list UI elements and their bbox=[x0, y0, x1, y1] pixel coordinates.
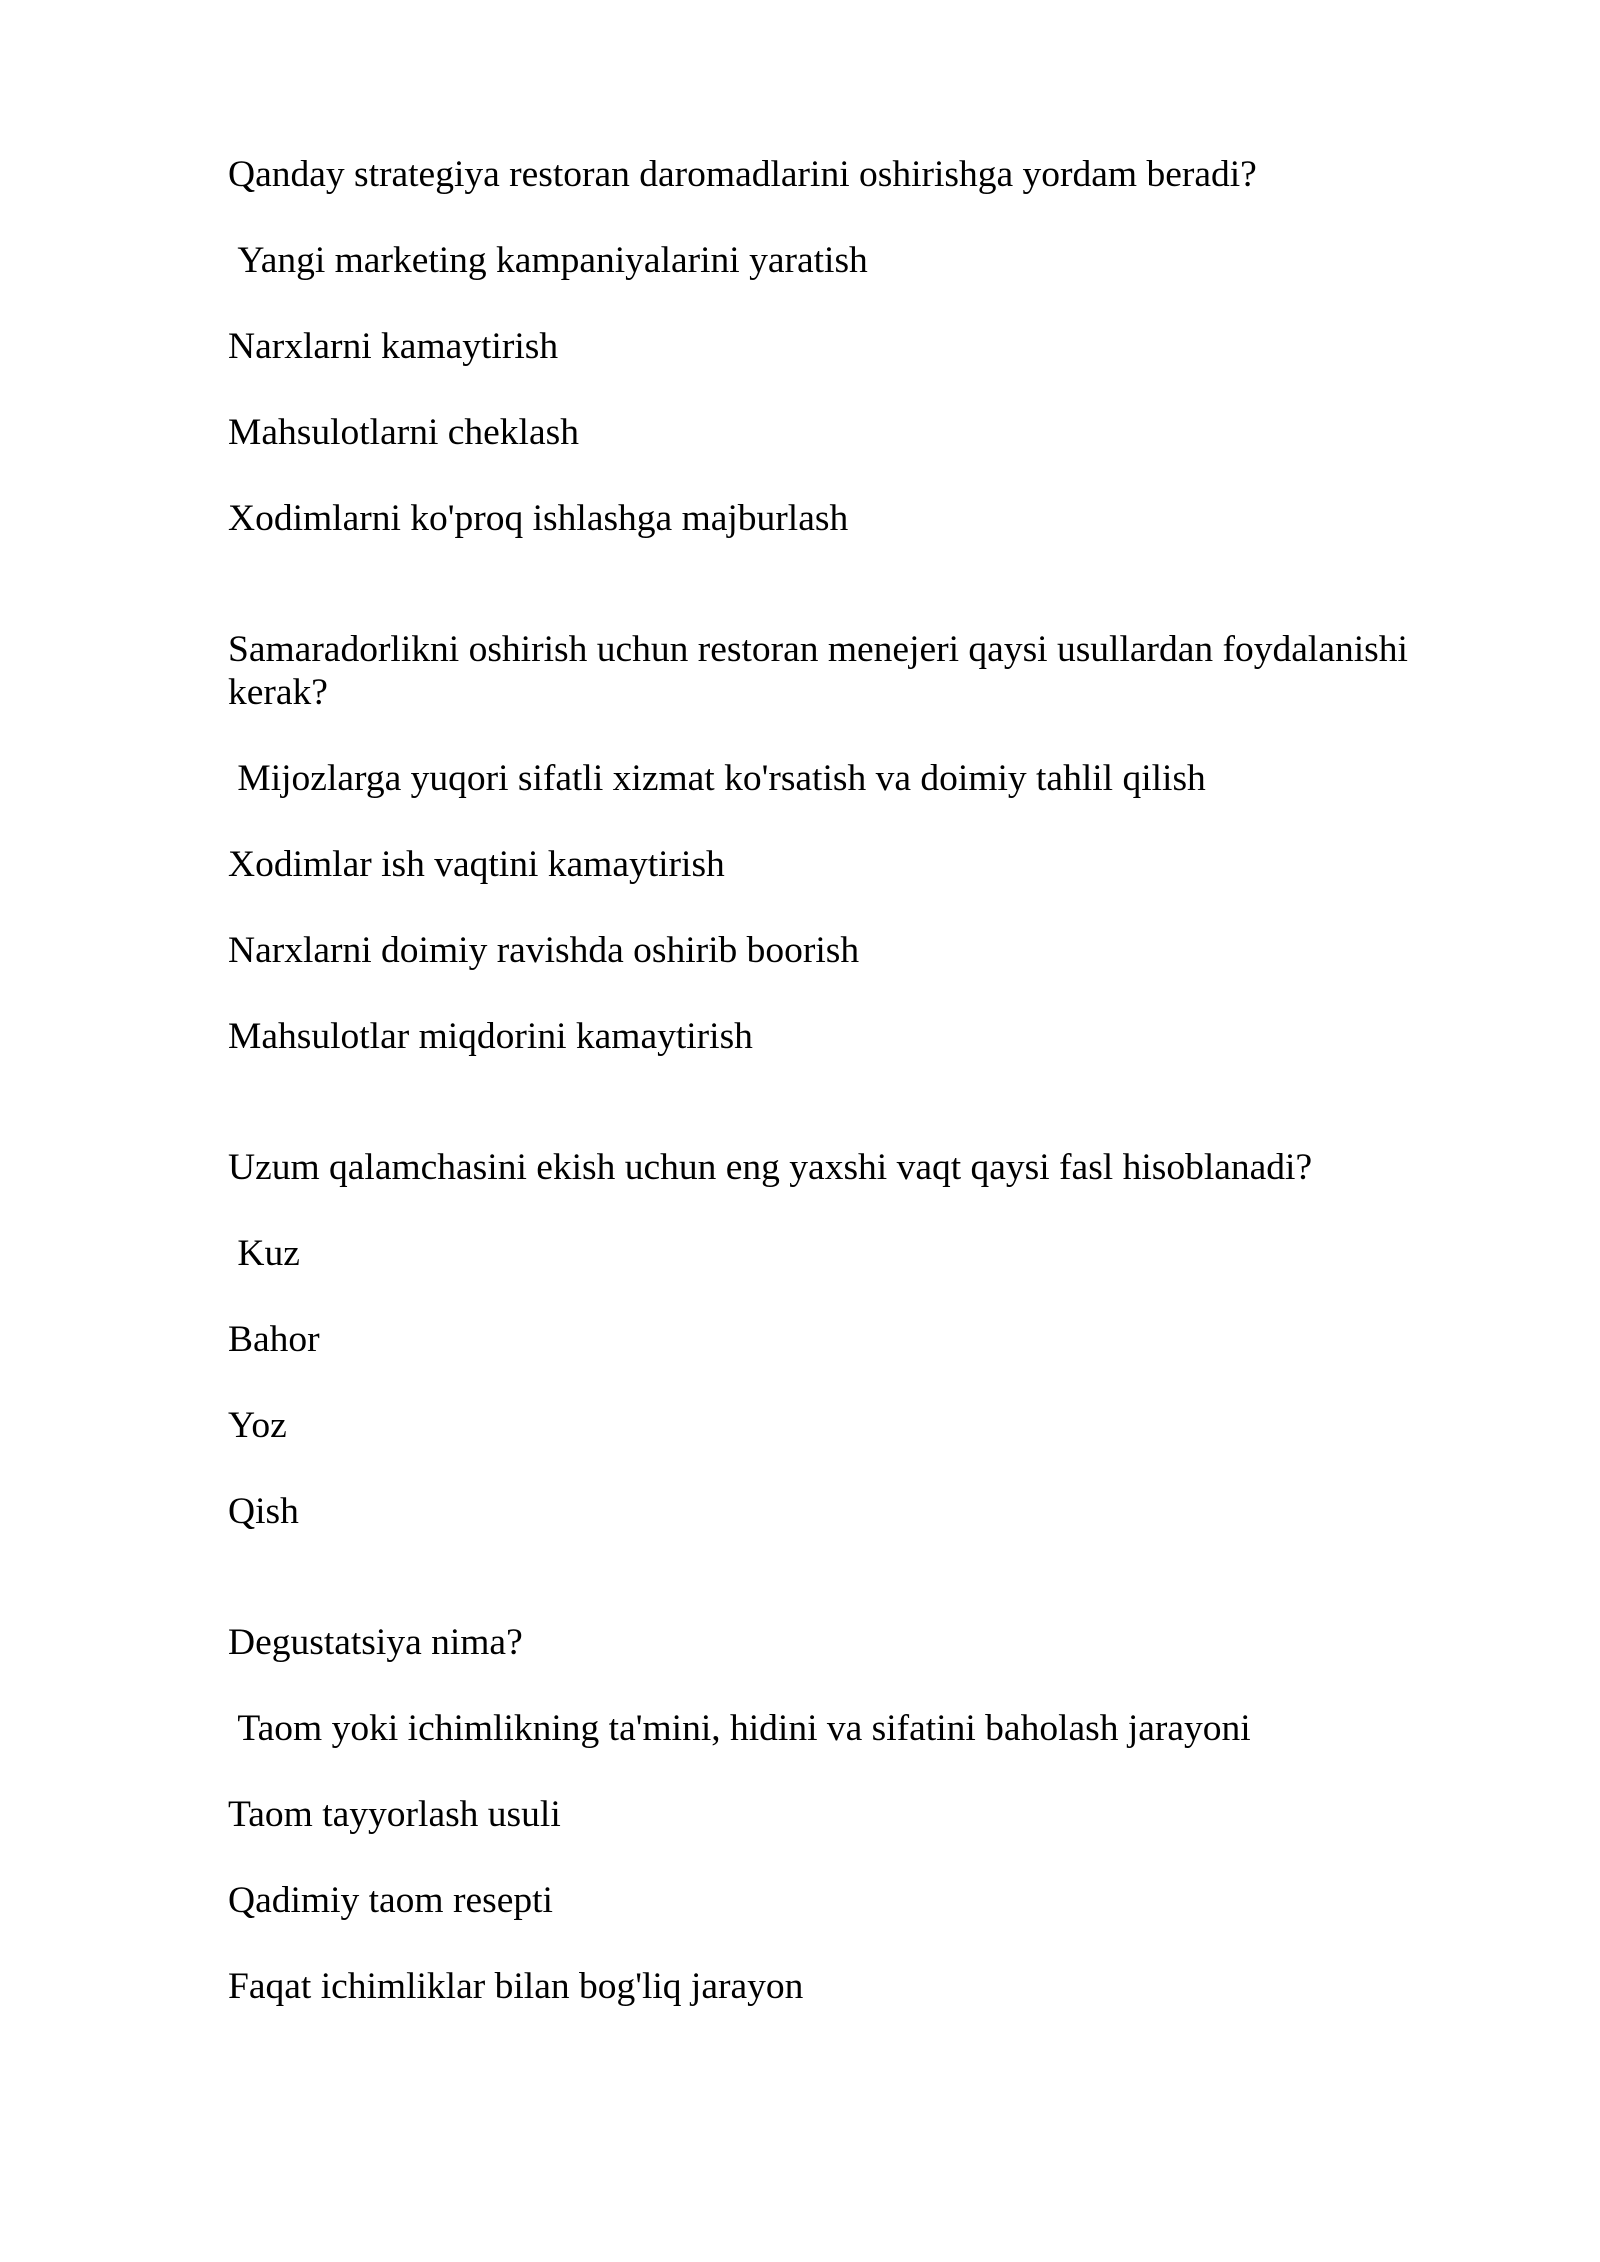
answer-option: Narxlarni kamaytirish bbox=[228, 326, 559, 367]
question-text: Qanday strategiya restoran daromadlarini oshirishga yordam beradi? bbox=[228, 154, 1257, 195]
question-text: Uzum qalamchasini ekish uchun eng yaxshi vaqt qaysi fasl hisoblanadi? bbox=[228, 1147, 1313, 1188]
question-block-3 bbox=[228, 1146, 1600, 1533]
question-block-4 bbox=[228, 1621, 1600, 2008]
answer-option: Yoz bbox=[228, 1405, 287, 1446]
answer-option: Qadimiy taom resepti bbox=[228, 1880, 553, 1921]
answer-option: Xodimlar ish vaqtini kamaytirish bbox=[228, 844, 725, 885]
block-separator bbox=[228, 583, 1600, 628]
answer-option: Narxlarni doimiy ravishda oshirib boorish bbox=[228, 930, 860, 971]
answer-option: Taom tayyorlash usuli bbox=[228, 1794, 561, 1835]
block-separator bbox=[228, 1576, 1600, 1621]
answer-option: Taom yoki ichimlikning ta'mini, hidini va sifatini baholash jarayoni bbox=[228, 1708, 1251, 1749]
answer-option: Xodimlarni ko'proq ishlashga majburlash bbox=[228, 498, 849, 539]
answer-option: Mijozlarga yuqori sifatli xizmat ko'rsatish va doimiy tahlil qilish bbox=[228, 758, 1206, 799]
answer-option: Yangi marketing kampaniyalarini yaratish bbox=[228, 240, 868, 281]
question-block-2 bbox=[228, 628, 1600, 1058]
answer-option: Kuz bbox=[228, 1233, 300, 1274]
answer-option: Mahsulotlar miqdorini kamaytirish bbox=[228, 1016, 753, 1057]
block-separator bbox=[228, 1101, 1600, 1146]
question-text: Degustatsiya nima? bbox=[228, 1622, 523, 1663]
answer-option: Qish bbox=[228, 1491, 299, 1532]
answer-option: Bahor bbox=[228, 1319, 320, 1360]
answer-option: Faqat ichimliklar bilan bog'liq jarayon bbox=[228, 1966, 804, 2007]
question-text: Samaradorlikni oshirish uchun restoran menejeri qaysi usullardan foydalanishi kerak? bbox=[228, 629, 1418, 713]
question-block-1 bbox=[228, 153, 1600, 540]
answer-option: Mahsulotlarni cheklash bbox=[228, 412, 579, 453]
